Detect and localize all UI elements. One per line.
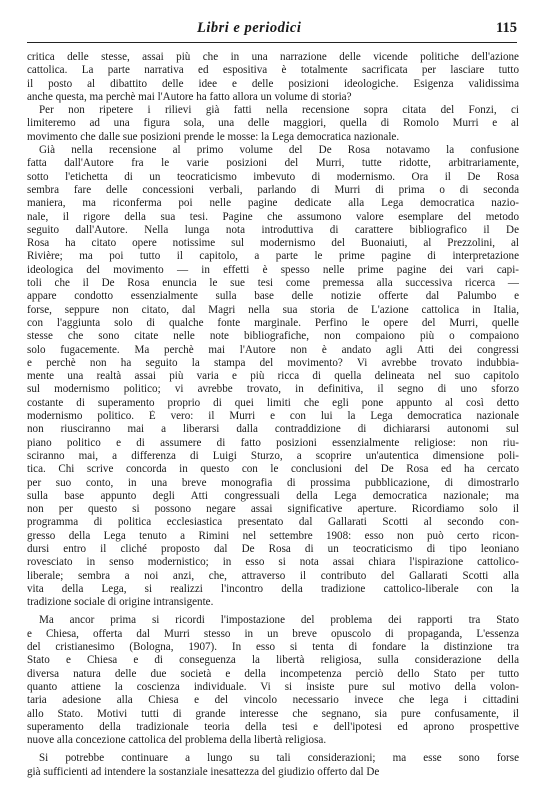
text-line: sembra fare delle concessioni verbali, parlando di Murri di prima o di seconda (27, 183, 519, 196)
text-line: solo fugacemente. Ma perchè mai l'Autore non è andato agli Atti dei congressi (27, 343, 519, 356)
text-line: cattolica. La parte narrativa ed espositiva è totalmente sacrificata per lasciare tutto (27, 64, 519, 77)
text-line: Rosa ha citato opere notissime sul modernismo del Buonaiuti, al Prezzolini, al (27, 237, 519, 250)
header-rule (27, 42, 517, 43)
text-line: il posto al dibattito delle idee e delle posizioni ideologiche. Esigenza validissima (27, 77, 519, 90)
running-title: Libri e periodici (197, 20, 302, 36)
text-line: maniera, ma riconferma poi nelle pagine dedicate alla Lega democratica nazio- (27, 197, 519, 210)
text-line: taria adesione alla Chiesa e del vincolo necessario invece che lega i cittadini (27, 694, 519, 707)
paragraph (27, 752, 519, 779)
paragraph (27, 104, 519, 144)
text-line: gresso della Lega tenuto a Rimini nel settembre 1908: esso non può certo ricon- (27, 529, 519, 542)
text-line: Stato e Chiesa e di conseguenza la libertà religiosa, sulla considerazione della (27, 654, 519, 667)
paragraph (27, 614, 519, 747)
text-line: Ma ancor prima si ricordi l'impostazione del problema dei rapporti tra Stato (39, 614, 519, 627)
text-line: appare condotto essenzialmente sulla base delle notizie offerte dal Palumbo e (27, 290, 519, 303)
text-line: movimento che dalle sue posizioni prende le mosse: la Lega democratica nazionale. (27, 130, 400, 143)
text-line: programma di politica ecclesiastica presentato dal Gallarati Scotti al secondo con- (27, 516, 519, 529)
text-line: del cristianesimo (Bologna, 1907). In esso si tenta di fondare la distinzione tra (27, 641, 519, 654)
text-line: costante di superamento proprio di quei limiti che egli pone appunto al così detto (27, 396, 519, 409)
text-line: mente una realtà assai più varia e più ricca di quella delineata nel suo capitolo (27, 370, 519, 383)
text-line: quanto attiene la coscienza individuale. Vi si insiste pure sul motivo della volon- (27, 680, 519, 693)
text-line: sotto l'etichetta di un teocraticismo imbevuto di modernismo. Ora il De Rosa (27, 170, 519, 183)
text-line: con l'aggiunta solo di qualche fonte marginale. Perfino le opere del Murri, quelle (27, 316, 519, 329)
text-line: e perchè non ha seguito la stampa del movimento? Vi avrebbe trovato indubbia- (27, 356, 519, 369)
text-line: critica delle stesse, assai più che in una narrazione delle vicende politiche dell'azione (27, 51, 519, 63)
page-number: 115 (496, 20, 517, 36)
text-line: superamento della tradizionale teoria della tesi e dell'ipotesi ed aprono prospettive (27, 720, 519, 733)
text-line: seguito dall'Autore. Nella lunga nota introduttiva di carattere bibliografico il De (27, 223, 519, 236)
running-header (27, 20, 517, 42)
text-line: già sufficienti ad intendere la sostanziale inesattezza del giudizio offerto dal De (27, 765, 380, 778)
text-line: e Chiesa, offerta dal Murri stesso in un breve opuscolo di propaganda, L'essenza (27, 627, 519, 640)
text-line: non per questo si possono negare assai significative aperture. Ricordiamo solo il (27, 503, 519, 516)
text-line: tradizione sociale di origine intransigente. (27, 596, 214, 609)
text-line: rovesciato in senso modernistico; in esso si nota assai chiara l'ispirazione cattolico- (27, 556, 519, 569)
text-line: per suo conto, in una breve monografia di prossima pubblicazione, di dimostrarlo (27, 476, 519, 489)
text-line: forse, seppure non citato, dal Magri nella sua storia de L'azione cattolica in Italia, (27, 303, 519, 316)
text-line: tica. Chi scrive concorda in questo con le conclusioni del De Rosa ed ha cercato (27, 463, 519, 476)
text-line: liberale; sembra a noi anzi, che, attraverso il contributo del Gallarati Scotti alla (27, 569, 519, 582)
text-line: Rivière; ma poi tutto il capitolo, a parte le prime pagine di interpretazione (27, 250, 519, 263)
text-line: piano politico e di assumere di fatto posizioni essenzialmente religiose: non riu- (27, 436, 519, 449)
text-line: anche questa, ma perchè mai l'Autore ha fatto allora un volume di storia? (27, 90, 352, 103)
text-line: ideologica del movimento — in effetti è spesso nelle prime pagine dei vari capi- (27, 263, 519, 276)
body-text (27, 51, 519, 779)
paragraph (27, 144, 519, 609)
text-line: sul modernismo politico; vi avrebbe trovato, in definitiva, il segno di uno sforzo (27, 383, 519, 396)
paragraph (27, 51, 519, 104)
text-line: nuove alla concezione cattolica del problema della libertà religiosa. (27, 734, 327, 747)
text-line: stesse che sono citate nelle note bibliografiche, non compaiono più o compaiono (27, 330, 519, 343)
text-line: limiteremo ad una figura sola, una delle maggiori, quella di Romolo Murri e al (27, 117, 519, 130)
text-line: dursi entro il cliché proposto dal De Rosa di un teocraticismo di tipo leoniano (27, 542, 519, 555)
text-line: toli che il De Rosa enuncia le sue tesi come premessa alla successiva ricerca — (27, 277, 519, 290)
text-line: nale, il rigore della sua tesi. Pagine che assumono valore esemplare del metodo (27, 210, 519, 223)
text-line: non riusciranno mai a liberarsi dalla contraddizione di dichiararsi autonomi sul (27, 423, 519, 436)
text-line: Già nella recensione al primo volume del De Rosa notavamo la confusione (39, 144, 519, 157)
text-line: modernismo politico. È vero: il Murri e con lui la Lega democratica nazionale (27, 410, 519, 423)
text-line: diversa natura delle due società e della incompetenza perciò dello Stato per tutto (27, 667, 519, 680)
text-line: allo Stato. Motivi tutti di grande interesse che segnano, sia pure confusamente, il (27, 707, 519, 720)
text-line: sciranno mai, a differenza di Luigi Sturzo, a scoprire un'autentica dimensione poli- (27, 449, 519, 462)
text-line: Per non ripetere i rilievi già fatti nella recensione sopra citata del Fonzi, ci (39, 104, 519, 117)
text-line: sulla base appunto degli Atti congressuali della Lega democratica nazionale; ma (27, 489, 519, 502)
text-line: vita della Lega, si realizzi l'incontro della tradizione cattolico-liberale con la (27, 582, 519, 595)
text-line: fatta dall'Autore fra le varie posizioni del Murri, tutte ridotte, arbitrariamente, (27, 157, 519, 170)
text-line: Si potrebbe continuare a lungo su tali considerazioni; ma esse sono forse (39, 752, 519, 765)
